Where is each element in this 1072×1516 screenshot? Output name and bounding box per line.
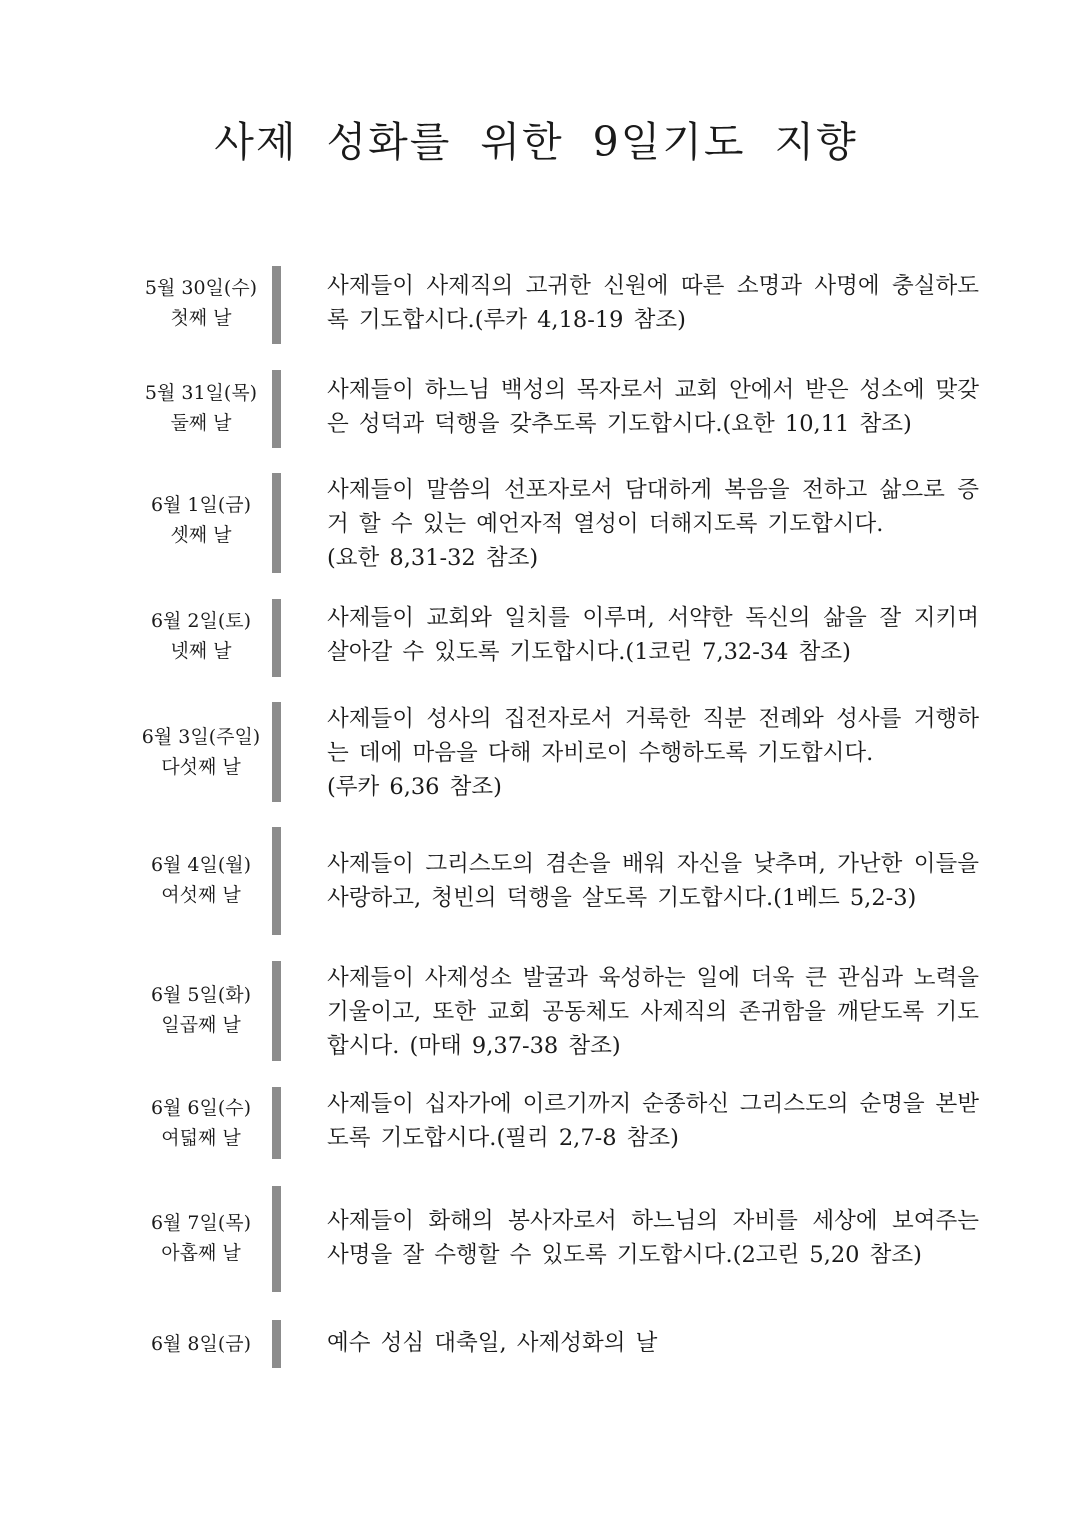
entry-date: 6월 7일(목)	[150, 1212, 252, 1234]
entry-divider-bar	[272, 370, 281, 448]
entry-reference: (요한 8,31-32 참조)	[327, 545, 539, 571]
entry-text: 사제들이 사제성소 발굴과 육성하는 일에 더욱 큰 관심과 노력을 기울이고, 또한 교회 공동체도 사제직의 존귀함을 깨닫도록 기도합시다. (마태 9,37-38 참조)	[327, 965, 979, 1059]
entry-text: 사제들이 십자가에 이르기까지 순종하신 그리스도의 순명을 본받도록 기도합시다.(필리 2,7-8 참조)	[327, 1091, 979, 1151]
entry-date-block	[120, 850, 282, 910]
entry-divider-bar	[272, 702, 281, 802]
entry-date: 6월 5일(화)	[150, 984, 252, 1006]
entry-text: 예수 성심 대축일, 사제성화의 날	[327, 1330, 658, 1356]
entry-date-block	[120, 980, 282, 1040]
entry-date: 6월 8일(금)	[150, 1333, 252, 1355]
entry-day-label: 일곱째 날	[161, 1014, 241, 1036]
entry-day-label: 아홉째 날	[161, 1242, 241, 1264]
entry-text: 사제들이 하느님 백성의 목자로서 교회 안에서 받은 성소에 맞갖은 성덕과 덕행을 갖추도록 기도합시다.(요한 10,11 참조)	[327, 377, 979, 437]
entry-text: 사제들이 교회와 일치를 이루며, 서약한 독신의 삶을 잘 지키며 살아갈 수 있도록 기도합시다.(1코린 7,32-34 참조)	[327, 605, 979, 665]
entry-divider-bar	[272, 1186, 281, 1292]
entry-date: 6월 3일(주일)	[141, 726, 261, 748]
entry-text: 사제들이 그리스도의 겸손을 배워 자신을 낮추며, 가난한 이들을 사랑하고, 청빈의 덕행을 살도록 기도합시다.(1베드 5,2-3)	[327, 851, 979, 911]
entry-text: 사제들이 화해의 봉사자로서 하느님의 자비를 세상에 보여주는 사명을 잘 수행할 수 있도록 기도합시다.(2고린 5,20 참조)	[327, 1208, 979, 1268]
entry-day-label: 넷째 날	[170, 640, 232, 662]
entry-day-label: 여섯째 날	[161, 884, 241, 906]
entry-day-label: 여덟째 날	[161, 1127, 241, 1149]
entry-text: 사제들이 사제직의 고귀한 신원에 따른 소명과 사명에 충실하도록 기도합시다.(루카 4,18-19 참조)	[327, 273, 979, 333]
page-title: 사제 성화를 위한 9일기도 지향	[214, 118, 858, 166]
entry-day-label: 다섯째 날	[161, 756, 241, 778]
entry-divider-bar	[272, 266, 281, 344]
entry-date-block	[120, 722, 282, 782]
entry-date-block	[120, 606, 282, 666]
entry-date-block	[120, 378, 282, 438]
entry-date: 6월 6일(수)	[150, 1097, 252, 1119]
entry-date-block	[120, 1208, 282, 1268]
entry-text: 사제들이 성사의 집전자로서 거룩한 직분 전례와 성사를 거행하는 데에 마음을 다해 자비로이 수행하도록 기도합시다.	[327, 706, 979, 766]
entry-divider-bar	[272, 473, 281, 573]
entry-date: 5월 30일(수)	[144, 277, 258, 299]
entry-date-block	[120, 1329, 282, 1359]
entry-divider-bar	[272, 1087, 281, 1159]
entry-text-block	[327, 473, 979, 575]
entry-date: 5월 31일(목)	[144, 382, 258, 404]
entry-divider-bar	[272, 1320, 281, 1368]
entry-day-label: 둘째 날	[170, 412, 232, 434]
entry-day-label: 첫째 날	[170, 307, 232, 329]
entry-date: 6월 1일(금)	[150, 494, 252, 516]
entry-reference: (루카 6,36 참조)	[327, 774, 502, 800]
entry-date: 6월 2일(토)	[150, 610, 252, 632]
entry-divider-bar	[272, 827, 281, 935]
entry-day-label: 셋째 날	[170, 524, 232, 546]
entry-text: 사제들이 말씀의 선포자로서 담대하게 복음을 전하고 삶으로 증거 할 수 있는 예언자적 열성이 더해지도록 기도합시다.	[327, 477, 979, 537]
entry-date-block	[120, 490, 282, 550]
entry-date-block	[120, 273, 282, 333]
entry-text-block	[327, 702, 979, 804]
entry-divider-bar	[272, 961, 281, 1061]
entry-date: 6월 4일(월)	[150, 854, 252, 876]
entry-date-block	[120, 1093, 282, 1153]
entry-divider-bar	[272, 599, 281, 677]
